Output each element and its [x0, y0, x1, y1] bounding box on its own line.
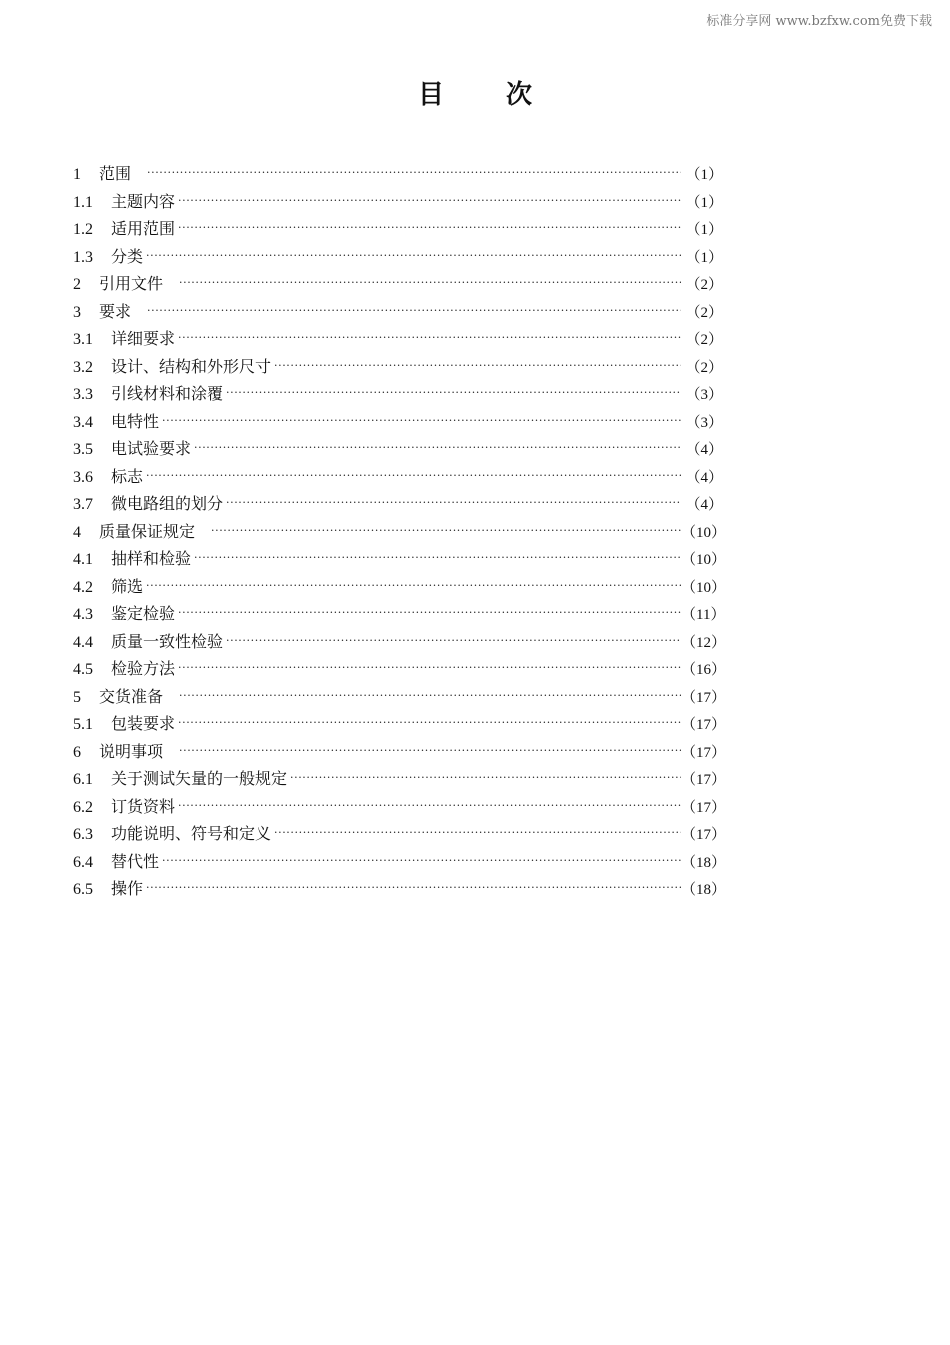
toc-entry[interactable] — [73, 215, 723, 243]
toc-entry-number: 1 — [73, 166, 81, 183]
toc-entry[interactable] — [73, 628, 727, 656]
toc-leader-dots — [162, 407, 681, 435]
toc-entry[interactable] — [73, 298, 723, 326]
toc-leader-dots — [211, 517, 681, 545]
toc-entry[interactable] — [73, 793, 727, 821]
table-of-contents — [73, 160, 727, 903]
toc-entry-title: 鉴定检验 — [111, 604, 176, 623]
toc-entry-title: 主题内容 — [111, 191, 176, 211]
toc-leader-dots — [178, 709, 681, 737]
toc-entry-number: 5 — [73, 688, 81, 706]
toc-entry[interactable] — [73, 408, 723, 436]
toc-leader-dots — [179, 682, 681, 710]
toc-entry-title: 微电路组的划分 — [111, 494, 224, 513]
toc-leader-dots — [274, 819, 681, 847]
toc-leader-dots — [274, 352, 681, 380]
toc-entry-number: 6.5 — [73, 881, 93, 898]
toc-entry-number: 4.2 — [73, 578, 93, 596]
toc-entry-title: 检验方法 — [111, 659, 176, 678]
toc-leader-dots — [146, 874, 681, 902]
toc-entry[interactable] — [73, 463, 723, 491]
toc-entry[interactable] — [73, 518, 727, 546]
toc-entry-number: 4.4 — [73, 633, 93, 651]
toc-entry-number: 3.5 — [73, 441, 93, 458]
toc-entry-title: 功能说明、符号和定义 — [111, 824, 272, 843]
toc-entry-title: 抽样和检验 — [111, 549, 192, 568]
toc-entry-page: （17） — [681, 717, 727, 733]
toc-entry-page: （2） — [685, 332, 723, 348]
toc-entry-number: 3.3 — [73, 386, 93, 403]
toc-leader-dots — [179, 737, 681, 765]
toc-leader-dots — [178, 324, 681, 352]
toc-entry-title: 引用文件 — [99, 274, 164, 293]
toc-entry-title: 分类 — [111, 246, 144, 266]
toc-entry-number: 6 — [73, 743, 81, 761]
toc-entry-page: （10） — [681, 552, 727, 568]
toc-entry-number: 1.1 — [73, 193, 93, 211]
toc-entry[interactable] — [73, 875, 727, 903]
toc-leader-dots — [178, 187, 681, 215]
toc-entry-number: 4.3 — [73, 606, 93, 623]
toc-entry[interactable] — [73, 545, 727, 573]
toc-entry[interactable] — [73, 435, 723, 463]
toc-entry-page: （4） — [685, 497, 723, 513]
toc-entry-number: 6.2 — [73, 798, 93, 816]
toc-entry-number: 1.3 — [73, 248, 93, 266]
toc-leader-dots — [147, 159, 681, 187]
toc-entry-title: 电试验要求 — [111, 439, 192, 458]
toc-entry[interactable] — [73, 490, 723, 518]
toc-entry[interactable] — [73, 600, 726, 628]
page-title — [0, 74, 950, 111]
toc-entry-page: （1） — [685, 249, 723, 266]
toc-entry-title: 适用范围 — [111, 219, 176, 238]
toc-leader-dots — [226, 627, 681, 655]
toc-entry-page: （17） — [681, 827, 727, 843]
toc-entry-number: 3.6 — [73, 468, 93, 486]
toc-entry-title: 范围 — [99, 164, 132, 183]
toc-entry-title: 订货资料 — [111, 796, 176, 816]
title-char-2: 次 — [506, 80, 533, 110]
toc-entry-page: （2） — [685, 304, 723, 321]
toc-leader-dots — [146, 242, 681, 270]
toc-entry-page: （10） — [681, 524, 727, 541]
toc-entry-page: （17） — [681, 799, 727, 816]
toc-entry-number: 1.2 — [73, 221, 93, 238]
toc-entry-page: （17） — [681, 772, 727, 788]
toc-entry-page: （1） — [685, 194, 723, 211]
toc-entry-page: （2） — [685, 359, 723, 376]
toc-entry-title: 质量保证规定 — [99, 521, 196, 541]
toc-entry[interactable] — [73, 380, 723, 408]
toc-entry-page: （4） — [685, 442, 723, 458]
toc-leader-dots — [194, 544, 681, 572]
toc-leader-dots — [178, 654, 681, 682]
toc-leader-dots — [162, 847, 681, 875]
watermark-text: 标准分享网 www.bzfxw.com免费下载 — [706, 14, 932, 29]
toc-entry-page: （2） — [685, 277, 723, 293]
toc-entry[interactable] — [73, 243, 723, 271]
toc-leader-dots — [178, 792, 681, 820]
toc-entry-number: 6.4 — [73, 853, 93, 871]
toc-entry[interactable] — [73, 820, 727, 848]
toc-entry[interactable] — [73, 848, 727, 876]
toc-entry-title: 设计、结构和外形尺寸 — [111, 356, 272, 376]
toc-entry-page: （12） — [681, 634, 727, 651]
toc-entry[interactable] — [73, 765, 727, 793]
toc-entry-title: 关于测试矢量的一般规定 — [111, 769, 288, 788]
toc-leader-dots — [179, 269, 681, 297]
toc-leader-dots — [226, 379, 681, 407]
toc-entry-title: 筛选 — [111, 576, 144, 596]
toc-entry-title: 质量一致性检验 — [111, 631, 224, 651]
toc-entry-number: 5.1 — [73, 716, 93, 733]
toc-entry-page: （4） — [685, 469, 723, 486]
toc-entry-page: （18） — [681, 882, 727, 898]
toc-entry-title: 交货准备 — [99, 686, 164, 706]
toc-entry-number: 3.7 — [73, 496, 93, 513]
toc-entry-title: 引线材料和涂覆 — [111, 384, 224, 403]
toc-entry-number: 3.2 — [73, 358, 93, 376]
toc-entry-number: 6.1 — [73, 771, 93, 788]
toc-entry[interactable] — [73, 683, 727, 711]
toc-entry[interactable] — [73, 710, 727, 738]
toc-entry-title: 详细要求 — [111, 329, 176, 348]
toc-entry[interactable] — [73, 188, 723, 216]
toc-entry-page: （17） — [681, 689, 727, 706]
toc-entry[interactable] — [73, 270, 723, 298]
toc-leader-dots — [290, 764, 681, 792]
toc-entry-title: 要求 — [99, 301, 132, 321]
toc-entry-number: 4.1 — [73, 551, 93, 568]
toc-entry-page: （16） — [681, 662, 727, 678]
toc-entry-page: （17） — [681, 744, 727, 761]
toc-leader-dots — [146, 462, 681, 490]
toc-entry-page: （3） — [685, 387, 723, 403]
toc-entry-title: 说明事项 — [99, 741, 164, 761]
toc-entry-title: 替代性 — [111, 851, 160, 871]
toc-entry-number: 3.1 — [73, 331, 93, 348]
toc-leader-dots — [178, 214, 681, 242]
toc-entry-page: （11） — [681, 607, 726, 623]
toc-entry-number: 6.3 — [73, 826, 93, 843]
toc-entry-page: （10） — [681, 579, 727, 596]
toc-entry-number: 3 — [73, 303, 81, 321]
toc-entry-page: （1） — [685, 167, 723, 183]
toc-leader-dots — [146, 572, 681, 600]
toc-entry-title: 标志 — [111, 466, 144, 486]
toc-entry-number: 3.4 — [73, 413, 93, 431]
toc-entry-page: （1） — [685, 222, 723, 238]
toc-entry-page: （18） — [681, 854, 727, 871]
toc-entry-title: 操作 — [111, 879, 144, 898]
toc-leader-dots — [147, 297, 681, 325]
toc-entry-title: 包装要求 — [111, 714, 176, 733]
toc-entry[interactable] — [73, 573, 727, 601]
toc-entry-page: （3） — [685, 414, 723, 431]
toc-leader-dots — [178, 599, 681, 627]
toc-entry-number: 2 — [73, 276, 81, 293]
toc-leader-dots — [226, 489, 681, 517]
toc-entry-number: 4.5 — [73, 661, 93, 678]
toc-entry-number: 4 — [73, 523, 81, 541]
toc-entry[interactable] — [73, 160, 723, 188]
toc-entry[interactable] — [73, 655, 727, 683]
toc-leader-dots — [194, 434, 681, 462]
toc-entry[interactable] — [73, 353, 723, 381]
toc-entry[interactable] — [73, 325, 723, 353]
toc-entry[interactable] — [73, 738, 727, 766]
title-char-1: 目 — [417, 80, 444, 110]
toc-entry-title: 电特性 — [111, 411, 160, 431]
